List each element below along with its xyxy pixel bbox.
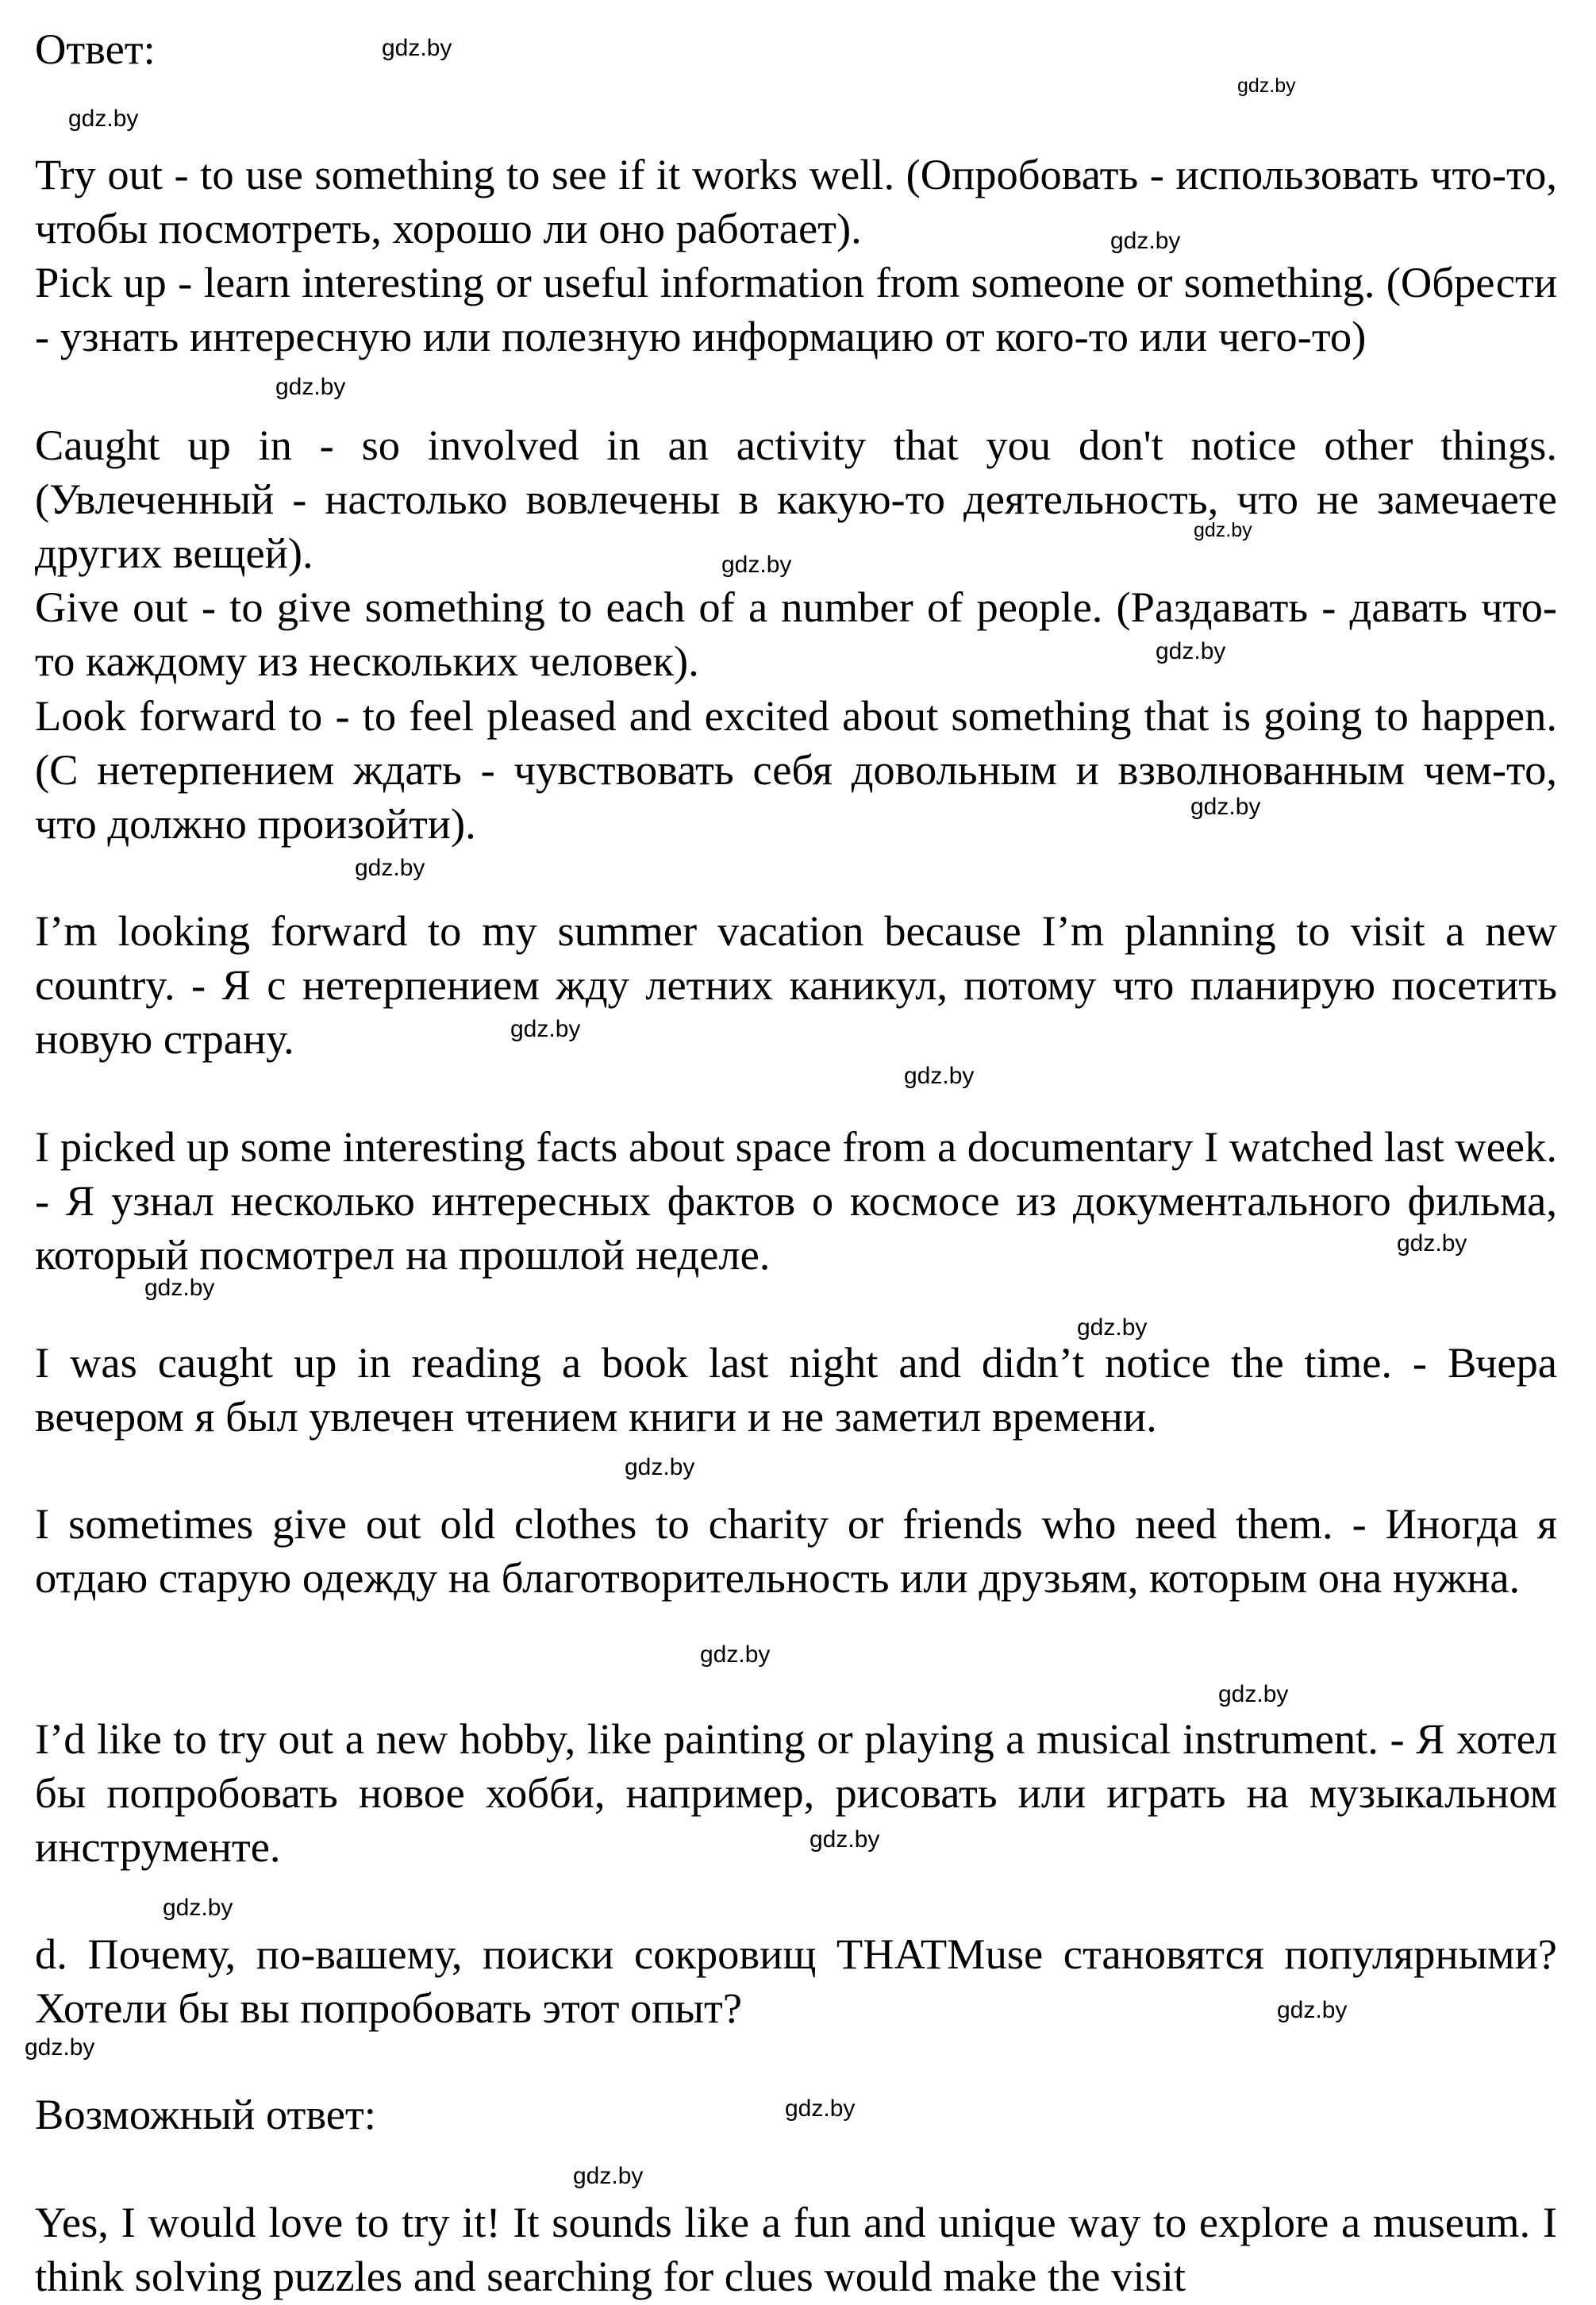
watermark: gdz.by — [904, 1063, 975, 1089]
watermark: gdz.by — [700, 1641, 771, 1668]
watermark: gdz.by — [625, 1454, 695, 1480]
possible-answer-label: Возможный ответ: — [35, 2090, 376, 2138]
possible-answer-text: Yes, I would love to try it! It sounds like a fun and unique way to explore a museum. I think solving puzzles and searching for clues would make the visit — [35, 2198, 1557, 2300]
example-pick-up: I picked up some interesting facts about space from a documentary I watched last week. - Я узнал несколько интересных фактов о космосе из документального фильма, который посмотрел на прошлой неделе. — [35, 1122, 1557, 1279]
definition-caught-up-in: Caught up in - so involved in an activity that you don't notice other things. (Увлеченный - настолько вовлечены в какую-то деятельность, что не замечаете других вещей). — [35, 421, 1557, 577]
watermark: gdz.by — [1077, 1314, 1148, 1341]
watermark: gdz.by — [144, 1275, 215, 1301]
watermark: gdz.by — [382, 35, 452, 61]
watermark: gdz.by — [1110, 228, 1181, 254]
watermark: gdz.by — [810, 1826, 880, 1853]
example-try-out: I’d like to try out a new hobby, like painting or playing a musical instrument. - Я хотел бы попробовать новое хобби, например, рисовать или играть на музыкальном инструменте. — [35, 1714, 1557, 1871]
example-look-forward-to: I’m looking forward to my summer vacation because I’m planning to visit a new country. - Я с нетерпением жду летних каникул, потому что планирую посетить новую страну. — [35, 906, 1557, 1063]
watermark: gdz.by — [1194, 519, 1252, 541]
watermark: gdz.by — [1277, 1997, 1348, 2023]
watermark: gdz.by — [721, 552, 792, 578]
watermark: gdz.by — [1218, 1681, 1289, 1707]
answer-heading: Ответ: — [35, 25, 156, 73]
watermark: gdz.by — [510, 1016, 581, 1042]
watermark: gdz.by — [68, 106, 139, 132]
question-d: d. Почему, по-вашему, поиски сокровищ THATMuse становятся популярными? Хотели бы вы попробовать этот опыт? — [35, 1930, 1557, 2032]
definition-give-out: Give out - to give something to each of a number of people. (Раздавать - давать что- то каждому из нескольких человек). — [35, 583, 1557, 685]
example-caught-up-in: I was caught up in reading a book last night and didn’t notice the time. - Вчера вечером я был увлечен чтением книги и не заметил времени. — [35, 1338, 1557, 1441]
watermark: gdz.by — [1397, 1230, 1467, 1256]
watermark: gdz.by — [573, 2163, 644, 2189]
definition-look-forward-to: Look forward to - to feel pleased and excited about something that is going to happen. (С нетерпением ждать - чувствовать себя довольным и взволнованным чем-то, что должно произойти). — [35, 691, 1557, 848]
watermark: gdz.by — [1237, 75, 1296, 97]
definition-pick-up: Pick up - learn interesting or useful information from someone or something. (Обрести - узнать интересную или полезную информацию от кого-то или чего-то) — [35, 258, 1557, 360]
watermark: gdz.by — [1156, 638, 1226, 664]
watermark: gdz.by — [785, 2095, 856, 2122]
watermark: gdz.by — [1190, 794, 1261, 820]
watermark: gdz.by — [25, 2034, 95, 2061]
watermark: gdz.by — [275, 374, 346, 400]
example-give-out: I sometimes give out old clothes to charity or friends who need them. - Иногда я отдаю старую одежду на благотворительность или друзьям, которым она нужна. — [35, 1499, 1557, 1602]
watermark: gdz.by — [163, 1895, 233, 1921]
definition-try-out: Try out - to use something to see if it works well. (Опробовать - использовать что-то, чтобы посмотреть, хорошо ли оно работает). — [35, 150, 1557, 252]
watermark: gdz.by — [355, 855, 425, 881]
